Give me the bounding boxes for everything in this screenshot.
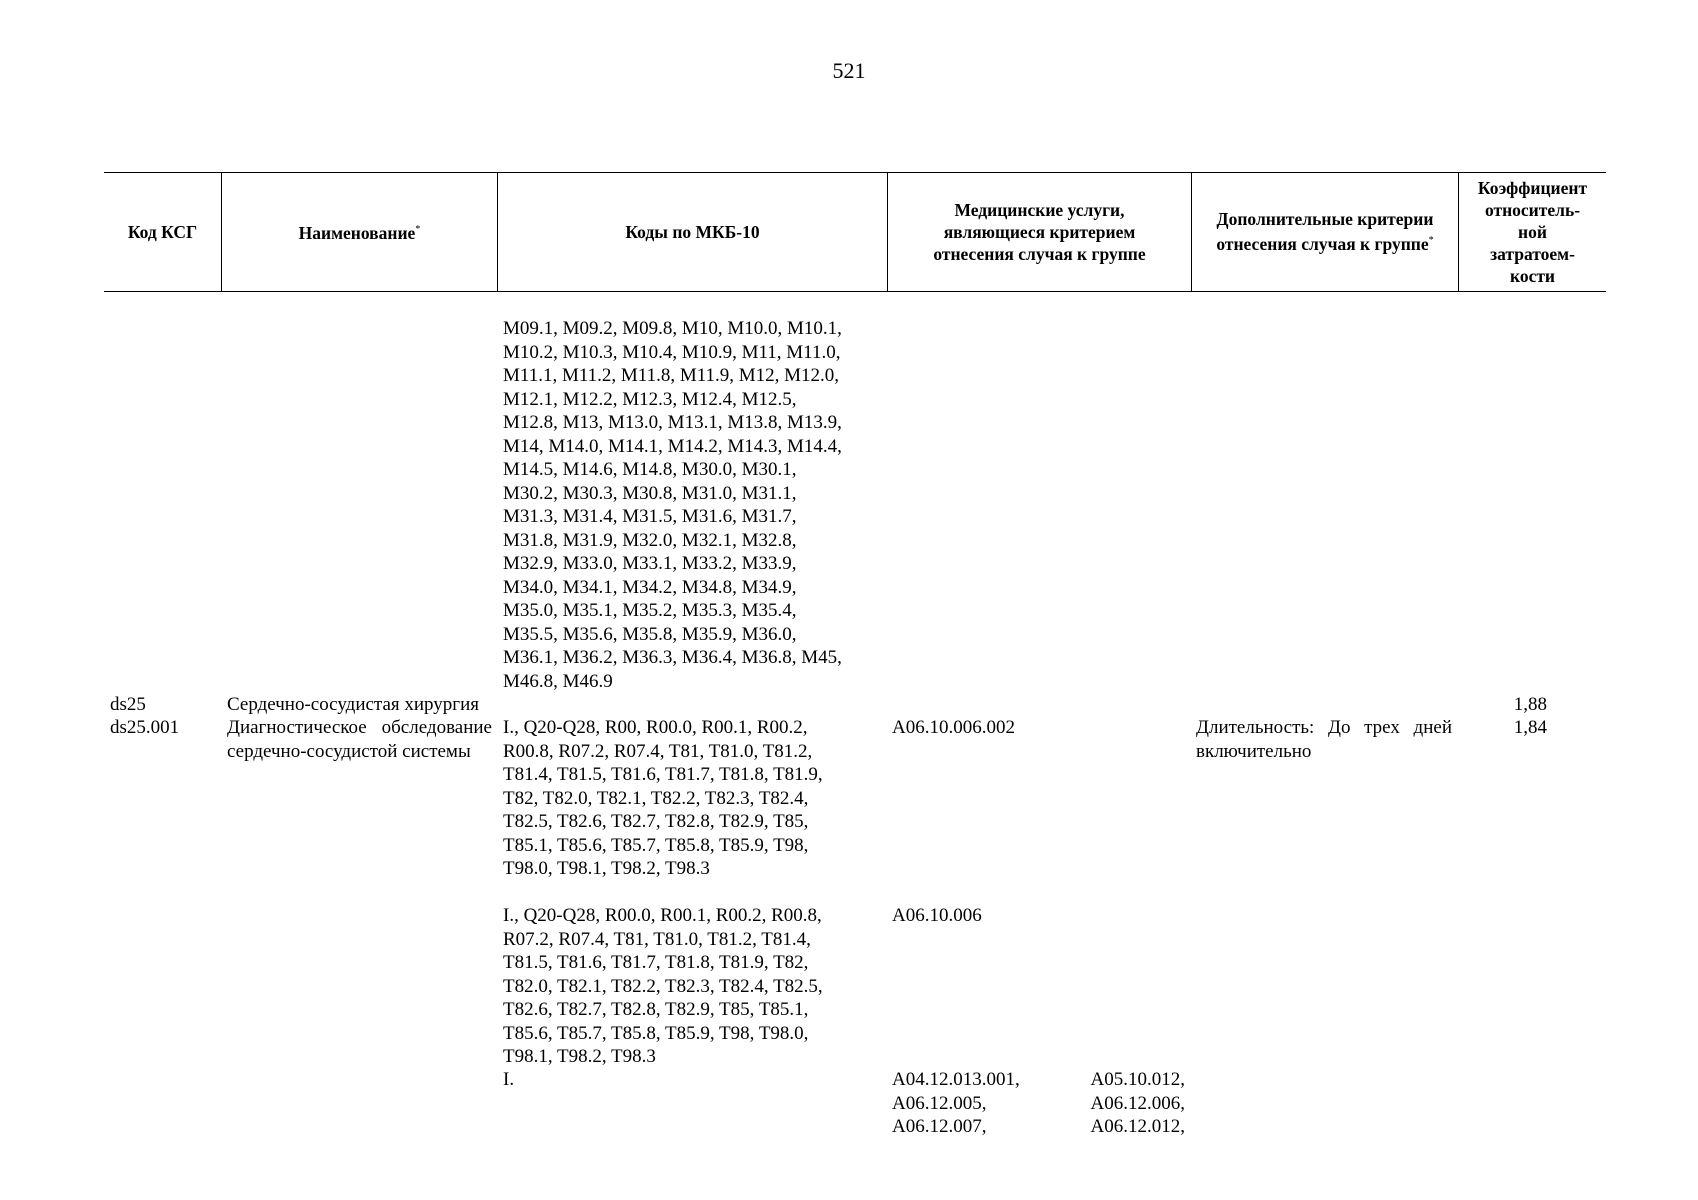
header-extra-criteria (1192, 172, 1458, 291)
subgroup-extra-criteria: Длительность: До трех дней включительно (1196, 717, 1452, 762)
service-code: A06.12.012, (1090, 1116, 1185, 1137)
header-mkb-codes (498, 172, 887, 291)
subgroup-mkb-codes-1: I., Q20-Q28, R00, R00.0, R00.1, R00.2, R00.8, R07.2, R07.4, T81, T81.0, T81.2, T81.4, T81.5, T81.6, T81.7, T81.8, T81.9, T82, T82.0, T82.1, T82.2, T82.3, T82.4, T82.5, T82.6, T82.7, T82.8, T82.9, T85, T85.1, T85.6, T85.7, T85.8, T85.9, T98, T98.0, T98.1, T98.2, T98.3 (503, 717, 823, 879)
page-number: 521 (832, 58, 866, 83)
header-name-footnote-mark: * (415, 224, 421, 236)
header-coefficient-label: Коэффициент относитель- ной затратоем- кости (1477, 177, 1588, 286)
subgroup-name: Диагностическое обследование сердечно-сосудистой системы (227, 717, 492, 762)
service-code: A06.12.006, (1090, 1092, 1185, 1114)
subgroup-service-2: A06.10.006 (892, 905, 982, 926)
subgroup-code: ds25.001 (110, 717, 180, 738)
service-code: A04.12.013.001, (892, 1069, 1020, 1090)
header-extra-criteria-footnote-mark: * (1428, 235, 1434, 247)
header-services (888, 172, 1191, 291)
header-extra-criteria-label: Дополнительные критерии отнесения случая к группе (1216, 209, 1434, 254)
header-ksg-code (104, 172, 221, 291)
header-name-label: Наименование (298, 222, 416, 243)
service-code: A05.10.012, (1090, 1069, 1185, 1090)
service-row (892, 1068, 1185, 1092)
header-name (222, 172, 497, 291)
header-mkb-codes-label: Коды по МКБ-10 (625, 221, 760, 242)
subgroup-mkb-codes-2: I., Q20-Q28, R00.0, R00.1, R00.2, R00.8, R07.2, R07.4, T81, T81.0, T81.2, T81.4, T81.5, T81.6, T81.7, T81.8, T81.9, T82, T82.0, T82.1, T82.2, T82.3, T82.4, T82.5, T82.6, T82.7, T82.8, T82.9, T85, T85.1, T85.6, T85.7, T85.8, T85.9, T98, T98.0, T98.1, T98.2, T98.3 (503, 905, 823, 1067)
service-row (892, 1115, 1185, 1139)
continuation-mkb-codes: M09.1, M09.2, M09.8, M10, M10.0, M10.1, M10.2, M10.3, M10.4, M10.9, M11, M11.0, M11.1, M11.2, M11.8, M11.9, M12, M12.0, M12.1, M12.2, M12.3, M12.4, M12.5, M12.8, M13, M13.0, M13.1, M13.8, M13.9, M14, M14.0, M14.1, M14.2, M14.3, M14.4, M14.5, M14.6, M14.8, M30.0, M30.1, M30.2, M30.3, M30.8, M31.0, M31.1, M31.3, M31.4, M31.5, M31.6, M31.7, M31.8, M31.9, M32.0, M32.1, M32.8, M32.9, M33.0, M33.1, M33.2, M33.9, M34.0, M34.1, M34.2, M34.8, M34.9, M35.0, M35.1, M35.2, M35.3, M35.4, M35.5, M35.6, M35.8, M35.9, M36.0, M36.1, M36.2, M36.3, M36.4, M36.8, M45, M46.8, M46.9 (503, 318, 842, 692)
group-name: Сердечно-сосудистая хирургия (227, 694, 480, 715)
group-code: ds25 (110, 694, 146, 715)
table-header-bottom-rule (104, 291, 1606, 292)
subgroup-services-3 (892, 1068, 1185, 1139)
header-coefficient (1459, 172, 1606, 291)
header-ksg-code-label: Код КСГ (127, 221, 198, 242)
service-code: A06.12.005, (892, 1092, 987, 1114)
subgroup-service-1: A06.10.006.002 (892, 717, 1015, 738)
group-coefficient: 1,88 (1513, 694, 1547, 715)
subgroup-mkb-codes-3: I. (503, 1069, 515, 1090)
subgroup-coefficient: 1,84 (1513, 717, 1547, 738)
service-code: A06.12.007, (892, 1116, 987, 1137)
service-row (892, 1092, 1185, 1116)
header-services-label: Медицинские услуги, являющиеся критерием отнесения случая к группе (933, 199, 1146, 264)
